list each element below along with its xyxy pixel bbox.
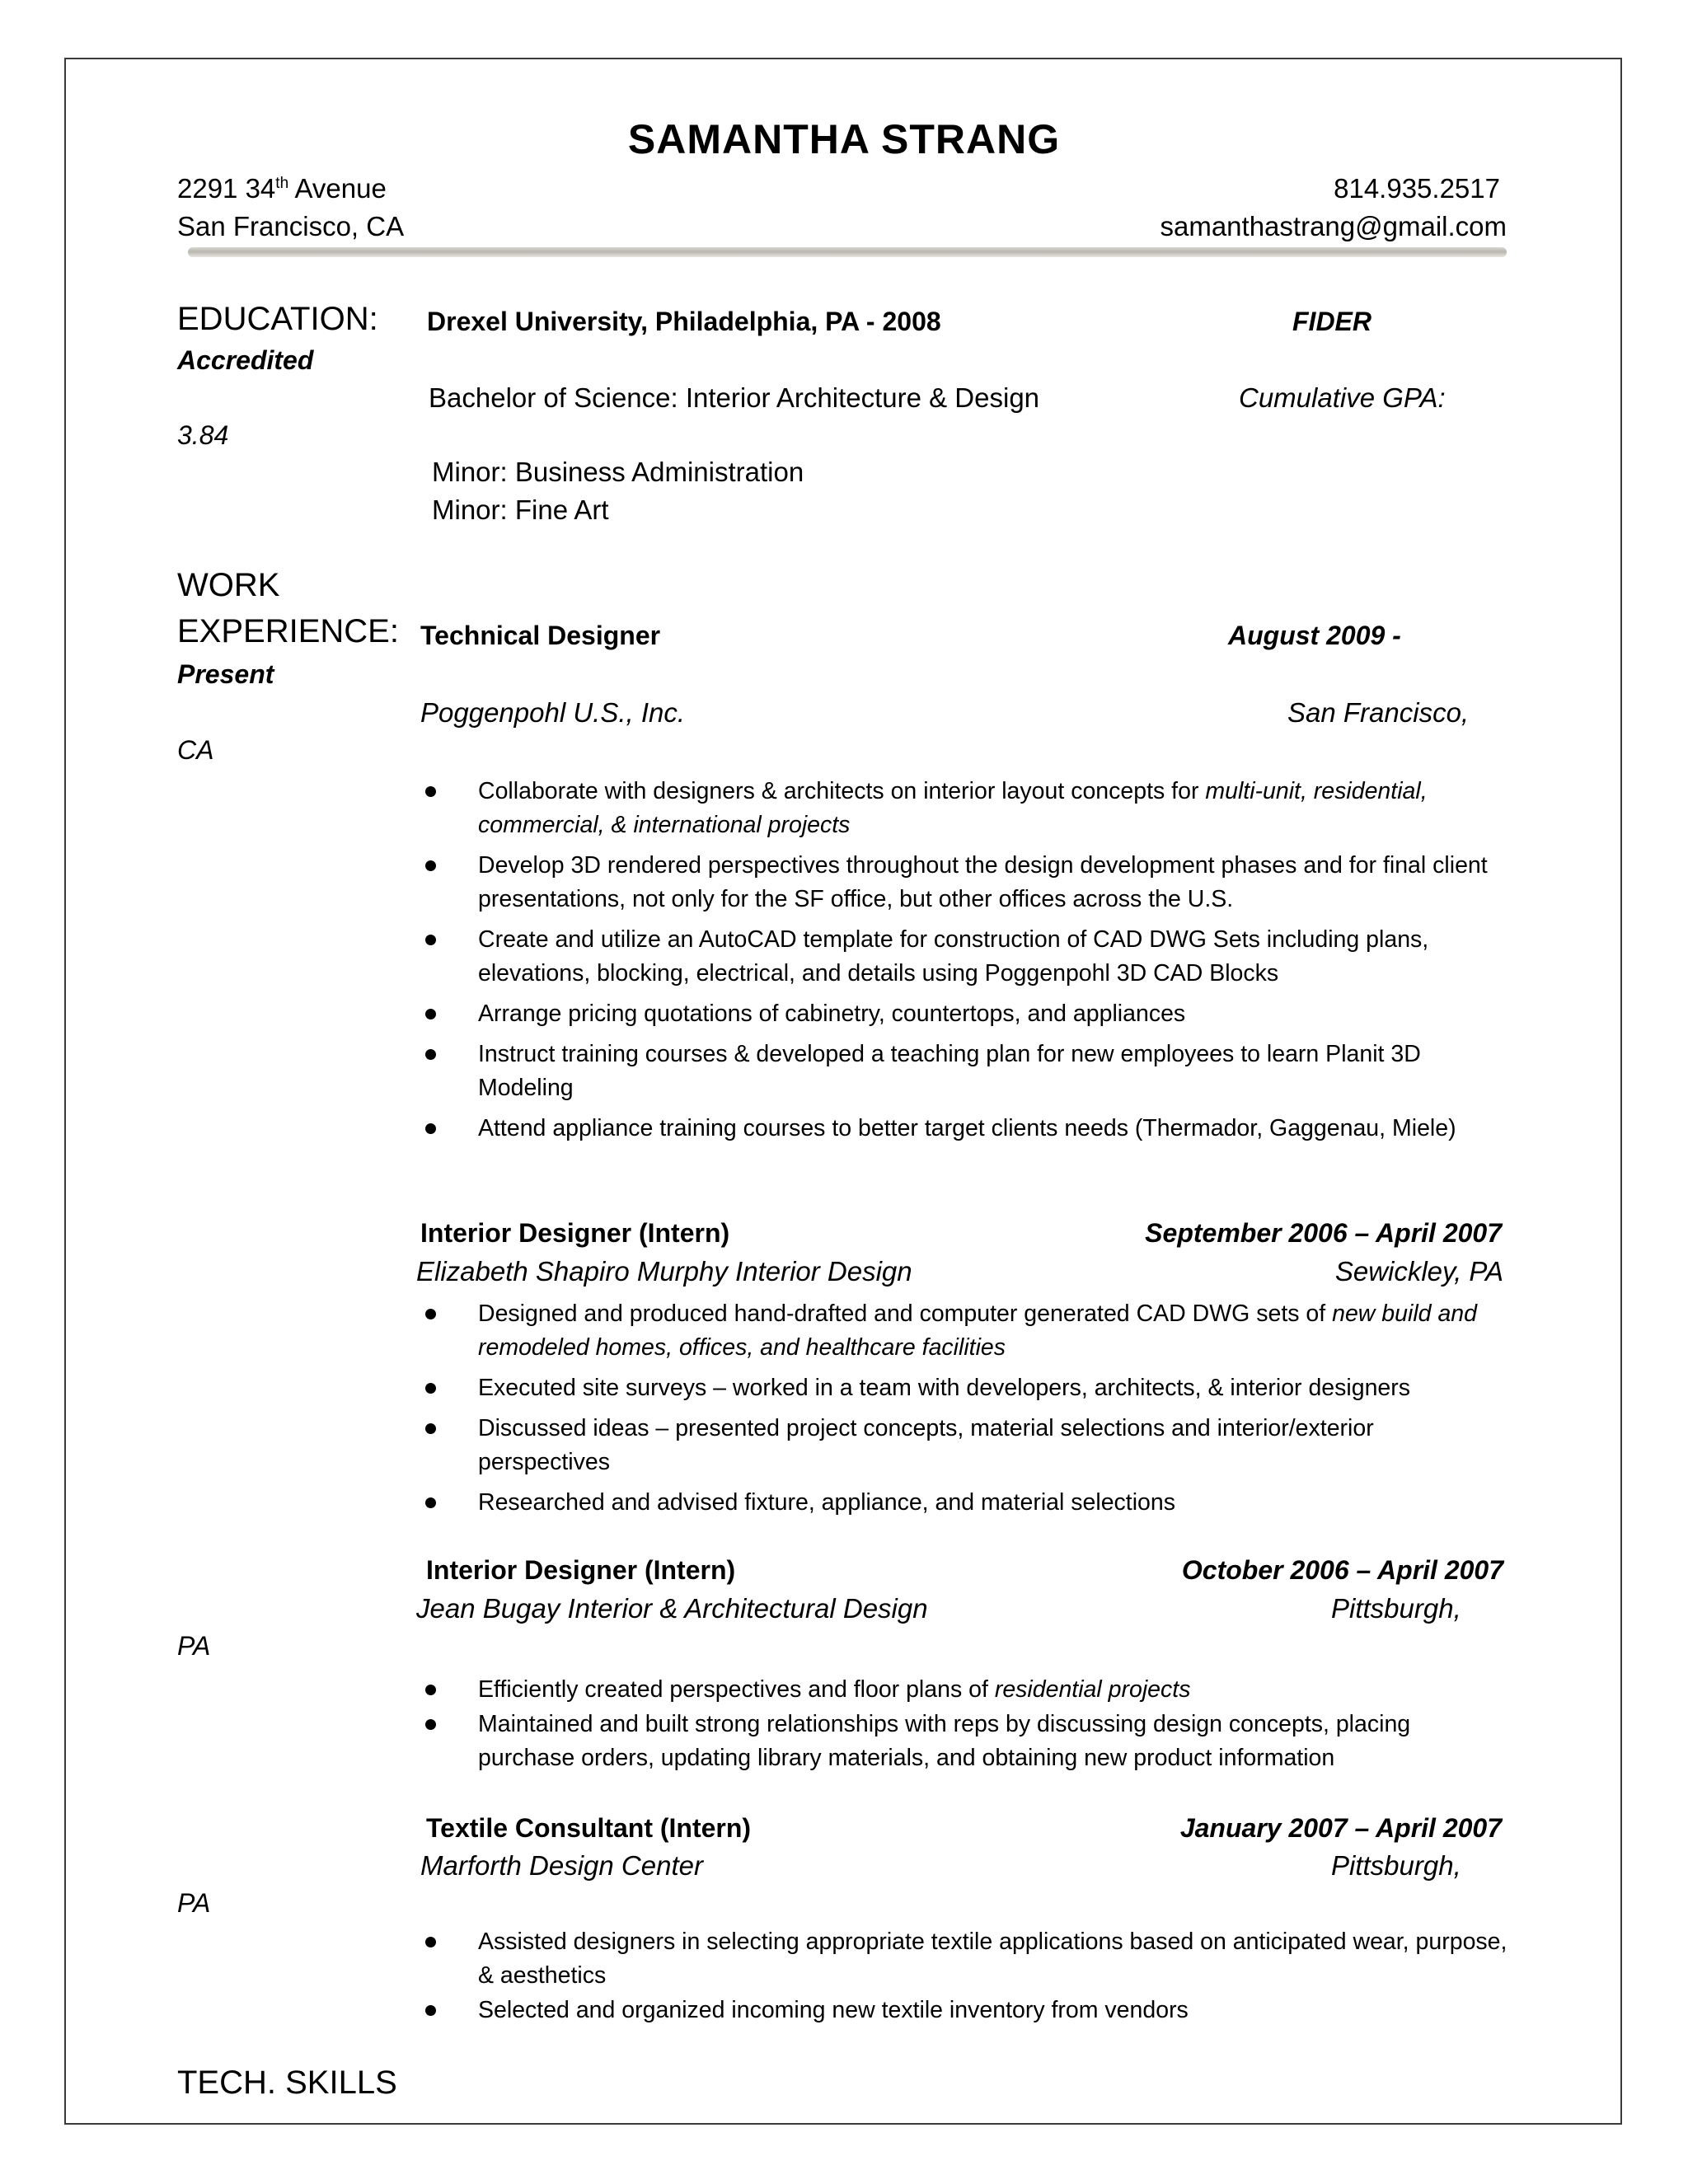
job-2-company: Elizabeth Shapiro Murphy Interior Design (416, 1256, 912, 1286)
education-degree: Bachelor of Science: Interior Architecture & Design (429, 382, 1040, 413)
list-item: Instruct training courses & developed a teaching plan for new employees to learn Planit 3D Modeling (412, 1038, 1508, 1105)
job-1-location: San Francisco, (1287, 697, 1470, 728)
job-4-bullets (412, 1925, 1508, 2034)
job-3-location: Pittsburgh, (1331, 1593, 1461, 1624)
education-school: Drexel University, Philadelphia, PA - 2008 (427, 307, 941, 336)
candidate-name: SAMANTHA STRANG (627, 116, 1061, 162)
list-item: Executed site surveys – worked in a team with developers, architects, & interior designers (412, 1371, 1508, 1405)
bullet-icon (425, 1719, 436, 1730)
bullet-icon (425, 1309, 436, 1319)
tech-skills-heading: TECH. SKILLS (177, 2064, 397, 2101)
job-3-bullets (412, 1673, 1508, 1782)
job-4-location-cont: PA (177, 1888, 211, 1918)
education-heading: EDUCATION: (177, 301, 378, 337)
education-minor-2: Minor: Fine Art (432, 494, 609, 525)
education-accredited: Accredited (177, 345, 314, 375)
job-3-dates: October 2006 – April 2007 (1181, 1555, 1503, 1585)
list-item: Discussed ideas – presented project concepts, material selections and interior/exterior perspectives (412, 1412, 1508, 1479)
job-1-company: Poggenpohl U.S., Inc. (420, 697, 686, 728)
job-3-title: Interior Designer (Intern) (426, 1555, 736, 1585)
list-item: Attend appliance training courses to better target clients needs (Thermador, Gaggenau, Miele) (412, 1112, 1508, 1146)
list-item: Create and utilize an AutoCAD template for construction of CAD DWG Sets including plans, elevations, blocking, electrical, and details using Poggenpohl 3D CAD Blocks (412, 923, 1508, 991)
job-2-location: Sewickley, PA (1334, 1256, 1503, 1286)
job-4-company: Marforth Design Center (420, 1850, 703, 1881)
job-2-bullets (412, 1297, 1508, 1526)
list-item: Maintained and built strong relationships with reps by discussing design concepts, placing purchase orders, updating library materials, and obtaining new product information (412, 1708, 1508, 1775)
list-item: Efficiently created perspectives and floor plans of residential projects (412, 1673, 1508, 1707)
bullet-icon (425, 935, 436, 945)
bullet-icon (425, 1685, 436, 1695)
job-1-location-cont: CA (177, 735, 214, 765)
bullet-icon (425, 1423, 436, 1434)
list-item: Develop 3D rendered perspectives throughout the design development phases and for final client presentations, not only for the SF office, but other offices across the U.S. (412, 849, 1508, 916)
bullet-icon (425, 1383, 436, 1394)
address-street: Avenue (288, 173, 387, 204)
job-1-dates-cont: Present (177, 659, 274, 689)
bullet-icon (425, 1937, 436, 1947)
education-gpa-label: Cumulative GPA: (1239, 382, 1446, 413)
email-address[interactable]: samanthastrang@gmail.com (1160, 211, 1507, 241)
job-1-bullets (412, 775, 1508, 1152)
job-4-title: Textile Consultant (Intern) (426, 1813, 752, 1843)
education-gpa-value: 3.84 (177, 420, 229, 450)
bullet-icon (425, 860, 436, 871)
bullet-icon (425, 1123, 436, 1134)
bullet-icon (425, 1497, 436, 1508)
job-1-dates: August 2009 - (1228, 621, 1401, 650)
phone-number: 814.935.2517 (1334, 173, 1500, 204)
address-ordinal: th (275, 175, 289, 192)
list-item: Designed and produced hand-drafted and computer generated CAD DWG sets of new build and remodeled homes, offices, and healthcare facilities (412, 1297, 1508, 1365)
job-3-location-cont: PA (177, 1631, 211, 1661)
bullet-icon (425, 1049, 436, 1060)
job-2-dates: September 2006 – April 2007 (1145, 1218, 1502, 1248)
education-fider: FIDER (1292, 307, 1372, 336)
list-item: Collaborate with designers & architects on interior layout concepts for multi-unit, residential, commercial, & international projects (412, 775, 1508, 842)
bullet-icon (425, 2005, 436, 2016)
list-item: Arrange pricing quotations of cabinetry, countertops, and appliances (412, 997, 1508, 1031)
header-divider (188, 247, 1507, 257)
bullet-icon (425, 786, 436, 797)
job-4-location: Pittsburgh, (1331, 1850, 1461, 1881)
job-3-company: Jean Bugay Interior & Architectural Design (416, 1593, 928, 1624)
address-line-2: San Francisco, CA (177, 211, 405, 241)
list-item: Researched and advised fixture, appliance, and material selections (412, 1486, 1508, 1520)
list-item: Assisted designers in selecting appropriate textile applications based on anticipated wear, purpose, & aesthetics (412, 1925, 1508, 1993)
address-number: 2291 34 (177, 173, 276, 204)
address-line-1 (177, 173, 387, 204)
job-2-title: Interior Designer (Intern) (420, 1218, 730, 1248)
work-heading-line-2: EXPERIENCE: (177, 613, 399, 649)
job-4-dates: January 2007 – April 2007 (1179, 1813, 1502, 1843)
bullet-icon (425, 1009, 436, 1019)
work-heading-line-1: WORK (177, 567, 280, 603)
list-item: Selected and organized incoming new textile inventory from vendors (412, 1994, 1508, 2027)
job-1-title: Technical Designer (420, 621, 661, 650)
education-minor-1: Minor: Business Administration (432, 457, 804, 487)
